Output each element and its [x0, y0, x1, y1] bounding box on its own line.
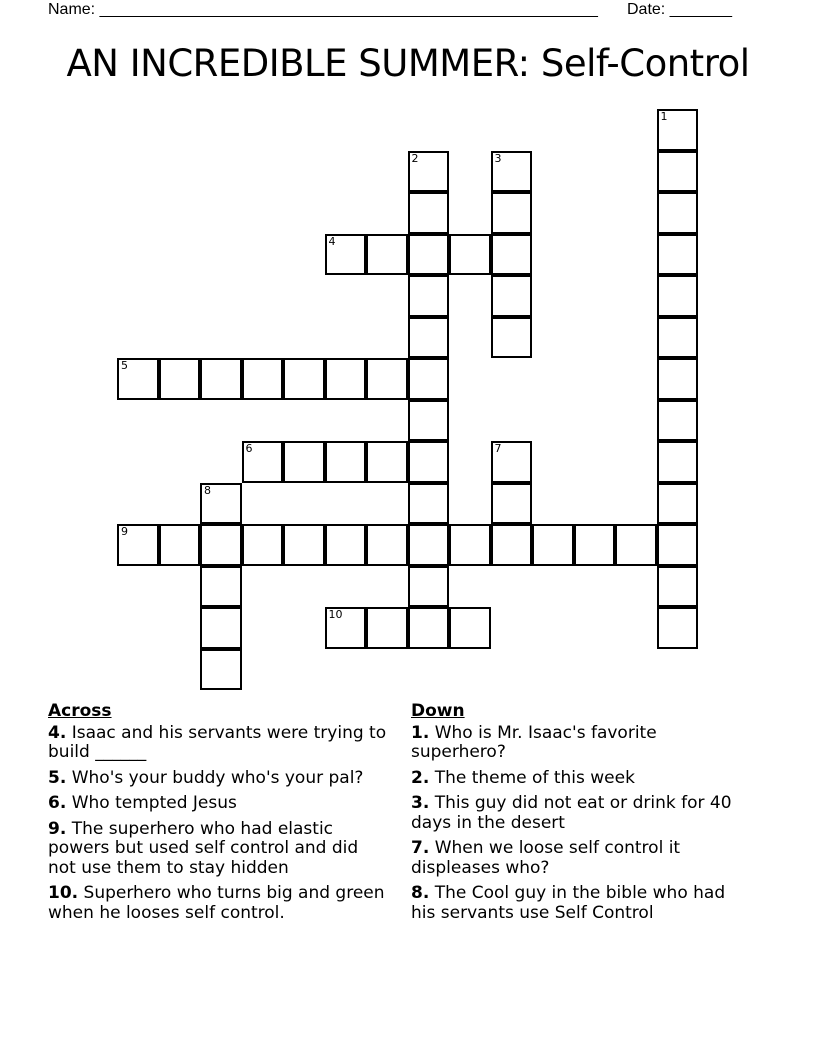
clue-down-8 [411, 884, 751, 923]
clue-across-6 [48, 794, 388, 814]
clue-number: 5. [48, 767, 67, 788]
clue-text: Who is Mr. Isaac's favorite superhero? [411, 722, 657, 762]
grid-cell[interactable] [408, 192, 450, 234]
grid-cell[interactable] [200, 358, 242, 400]
clue-text: The superhero who had elastic powers but used self control and did not use them to stay hidden [48, 818, 359, 878]
grid-cell[interactable] [491, 524, 533, 566]
clue-down-3 [411, 794, 751, 833]
grid-cell[interactable] [657, 192, 699, 234]
grid-cell[interactable] [491, 441, 533, 483]
grid-cell[interactable] [408, 317, 450, 359]
grid-cell[interactable] [200, 649, 242, 691]
grid-cell[interactable] [283, 441, 325, 483]
grid-cell[interactable] [325, 524, 367, 566]
grid-cell[interactable] [408, 151, 450, 193]
grid-cell[interactable] [200, 483, 242, 525]
clue-text: When we loose self control it displeases who? [411, 838, 681, 878]
grid-cell[interactable] [325, 358, 367, 400]
grid-cell[interactable] [657, 275, 699, 317]
grid-cell[interactable] [408, 607, 450, 649]
grid-cell[interactable] [200, 566, 242, 608]
clue-text: The Cool guy in the bible who had his servants use Self Control [411, 883, 726, 923]
page-title: AN INCREDIBLE SUMMER: Self-Control [66, 42, 750, 85]
clue-number-label: 4 [328, 234, 336, 248]
grid-cell[interactable] [657, 566, 699, 608]
grid-cell[interactable] [532, 524, 574, 566]
clue-across-10 [48, 884, 388, 923]
grid-cell[interactable] [366, 358, 408, 400]
clue-number-label: 1 [660, 110, 668, 123]
clue-number-label: 3 [494, 151, 502, 165]
grid-cell[interactable] [408, 441, 450, 483]
grid-cell[interactable] [408, 483, 450, 525]
grid-cell[interactable] [657, 109, 699, 151]
clue-across-4 [48, 724, 388, 763]
clue-number-label: 5 [121, 359, 128, 372]
grid-cell[interactable] [449, 234, 491, 276]
clue-number-label: 10 [328, 608, 343, 621]
clue-number-label: 2 [411, 151, 419, 165]
grid-cell[interactable] [615, 524, 657, 566]
clue-number: 9. [48, 818, 67, 839]
clue-across-5 [48, 769, 388, 789]
grid-cell[interactable] [491, 151, 533, 193]
clue-number-label: 9 [121, 525, 128, 538]
grid-cell[interactable] [242, 524, 284, 566]
grid-cell[interactable] [200, 524, 242, 566]
down-clues [411, 702, 751, 929]
clue-number: 2. [411, 767, 430, 788]
clue-number: 8. [411, 883, 430, 903]
grid-cell[interactable] [200, 607, 242, 649]
name-field[interactable]: Name: ________________________________________________________ [48, 1, 598, 18]
grid-cell[interactable] [366, 607, 408, 649]
clue-number: 10. [48, 883, 79, 903]
grid-cell[interactable] [408, 358, 450, 400]
across-clues [48, 702, 388, 929]
grid-cell[interactable] [325, 607, 367, 649]
across-heading: Across [48, 701, 112, 721]
grid-cell[interactable] [242, 358, 284, 400]
grid-cell[interactable] [657, 317, 699, 359]
clue-text: This guy did not eat or drink for 40 days in the desert [411, 793, 732, 833]
clue-number-label: 8 [204, 483, 211, 497]
grid-cell[interactable] [491, 192, 533, 234]
grid-cell[interactable] [449, 524, 491, 566]
clue-down-2 [411, 769, 751, 789]
date-field[interactable]: Date: _______ [627, 1, 732, 18]
grid-cell[interactable] [449, 607, 491, 649]
grid-cell[interactable] [657, 607, 699, 649]
grid-cell[interactable] [408, 400, 450, 442]
grid-cell[interactable] [657, 400, 699, 442]
clue-number: 7. [411, 838, 430, 858]
grid-cell[interactable] [408, 234, 450, 276]
grid-cell[interactable] [408, 566, 450, 608]
grid-cell[interactable] [657, 483, 699, 525]
clue-text: Isaac and his servants were trying to build ______ [48, 722, 387, 762]
grid-cell[interactable] [325, 234, 367, 276]
grid-cell[interactable] [491, 275, 533, 317]
grid-cell[interactable] [574, 524, 616, 566]
grid-cell[interactable] [657, 234, 699, 276]
grid-cell[interactable] [366, 524, 408, 566]
clue-number: 4. [48, 722, 67, 743]
clue-across-9 [48, 820, 388, 879]
clue-down-1 [411, 724, 751, 763]
grid-cell[interactable] [159, 524, 201, 566]
grid-cell[interactable] [117, 524, 159, 566]
grid-cell[interactable] [366, 441, 408, 483]
grid-cell[interactable] [325, 441, 367, 483]
grid-cell[interactable] [366, 234, 408, 276]
grid-cell[interactable] [491, 234, 533, 276]
grid-cell[interactable] [657, 358, 699, 400]
grid-cell[interactable] [283, 524, 325, 566]
down-heading: Down [411, 701, 465, 721]
clue-down-7 [411, 839, 751, 878]
clue-text: Superhero who turns big and green when he looses self control. [48, 883, 385, 923]
clue-number: 3. [411, 793, 430, 813]
grid-cell[interactable] [408, 275, 450, 317]
grid-cell[interactable] [657, 524, 699, 566]
clue-text: Who's your buddy who's your pal? [71, 767, 364, 788]
grid-cell[interactable] [242, 441, 284, 483]
grid-cell[interactable] [491, 483, 533, 525]
clue-text: The theme of this week [434, 767, 635, 788]
grid-cell[interactable] [491, 317, 533, 359]
clue-text: Who tempted Jesus [71, 793, 237, 813]
grid-cell[interactable] [657, 441, 699, 483]
clue-number: 1. [411, 722, 430, 743]
clue-number-label: 6 [245, 442, 253, 455]
grid-cell[interactable] [117, 358, 159, 400]
clue-number: 6. [48, 793, 67, 813]
grid-cell[interactable] [283, 358, 325, 400]
clue-number-label: 7 [494, 442, 502, 455]
grid-cell[interactable] [657, 151, 699, 193]
grid-cell[interactable] [159, 358, 201, 400]
grid-cell[interactable] [408, 524, 450, 566]
